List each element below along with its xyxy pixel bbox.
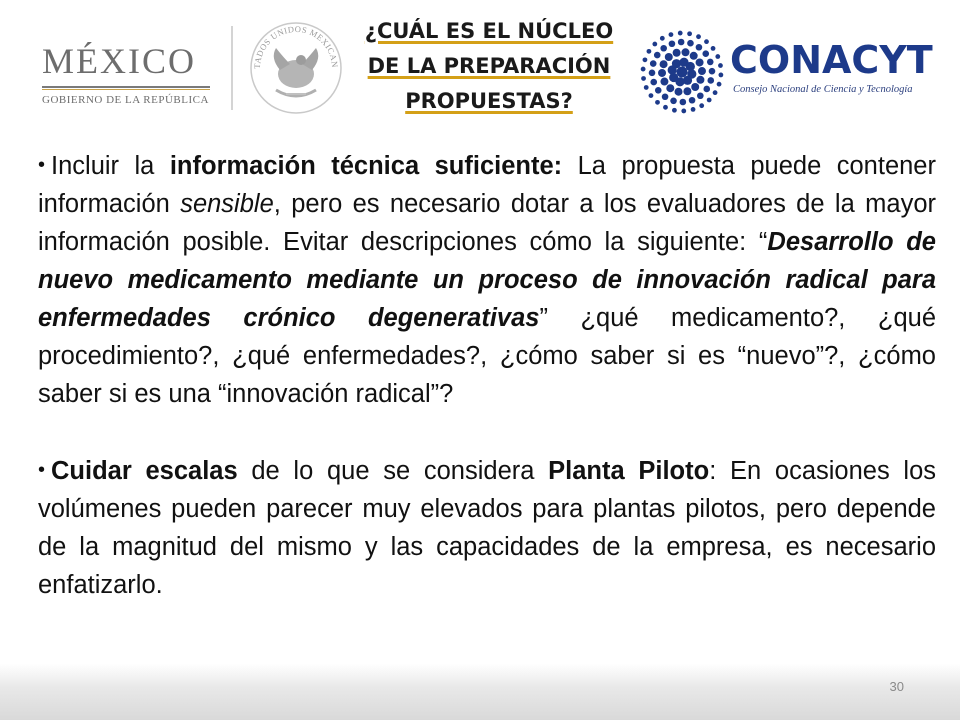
mexico-logo-word: MÉXICO (42, 41, 196, 81)
sphere-dot (707, 59, 714, 66)
sphere-dot (669, 32, 674, 37)
sphere-dot (678, 39, 685, 46)
sphere-dot (650, 60, 657, 67)
sphere-dot (691, 107, 696, 112)
sphere-dot (655, 100, 660, 105)
title-line: ¿CUÁL ES EL NÚCLEO (364, 19, 614, 43)
title-line: DE LA PREPARACIÓN (367, 54, 611, 78)
sphere-dot (672, 108, 677, 113)
text-run: ” ¿qué medicamento?, ¿qué procedimiento?, ¿qué enfermedades?, ¿cómo saber si es “nuevo”?, ¿cómo saber si es una “innovación radical”? (38, 304, 936, 408)
mexico-logo-rule (42, 86, 210, 88)
sphere-dot (660, 60, 668, 68)
sphere-dot (711, 46, 716, 51)
text-run: , pero es necesario dotar a los evaluadores de la mayor información posible. Evitar descripciones cómo la siguiente: “ (38, 190, 936, 256)
sphere-dot (707, 77, 714, 84)
text-run: Cuidar escalas (51, 457, 238, 485)
sphere-dot (696, 34, 701, 39)
sphere-dot (702, 50, 709, 57)
conacyt-logo-word: CONACYT (730, 38, 933, 82)
sphere-dot (707, 98, 712, 103)
sphere-dot (675, 88, 683, 96)
sphere-dot (666, 84, 674, 92)
sphere-dot (677, 67, 688, 78)
sphere-dot (691, 83, 699, 91)
sphere-dot (687, 40, 694, 47)
sphere-dot (681, 109, 686, 114)
slide-title (346, 14, 632, 119)
text-run: Planta Piloto (548, 457, 710, 485)
sphere-dot (647, 49, 652, 54)
sphere-dot (669, 40, 676, 47)
title-line: PROPUESTAS? (405, 89, 573, 113)
text-run: Incluir la (51, 152, 170, 180)
sphere-dot (670, 97, 677, 104)
sphere-dot (718, 63, 723, 68)
sphere-dot (699, 103, 704, 108)
bullet-marker: • (38, 154, 46, 176)
sphere-dot (717, 82, 722, 87)
text-run: de lo que se considera (237, 457, 549, 485)
sphere-dot (683, 87, 691, 95)
slide-body (38, 146, 936, 604)
sphere-dot (649, 70, 656, 77)
mexico-government-logo (36, 36, 216, 106)
national-seal-icon (246, 18, 346, 118)
sphere-dot (690, 52, 698, 60)
text-run: : En ocasiones los volúmenes pueden parecer muy elevados para plantas pilotos, pero depende de la magnitud del mismo y las capacidades de la empresa, es necesario enfatizarlo. (38, 457, 937, 599)
sphere-dot (698, 67, 706, 75)
sphere-dot (718, 73, 723, 78)
sphere-dot (665, 53, 673, 61)
sphere-dot (697, 92, 704, 99)
conacyt-logo-subtitle: Consejo Nacional de Ciencia y Tecnología (733, 84, 913, 95)
sphere-dot (662, 93, 669, 100)
sphere-dot (663, 105, 668, 110)
sphere-dot (696, 58, 704, 66)
sphere-dot (704, 39, 709, 44)
mexico-logo-rule-accent (42, 89, 210, 90)
bullet-paragraph (38, 146, 936, 413)
sphere-dot (713, 90, 718, 95)
sphere-dot (696, 44, 703, 51)
footer-band (0, 664, 960, 720)
seal-inscription: TADOS UNIDOS MEXICAN (251, 23, 341, 70)
sphere-dot (660, 36, 665, 41)
sphere-dot (655, 87, 662, 94)
sphere-dot (658, 69, 666, 77)
sphere-dot (649, 93, 654, 98)
sphere-dot (715, 54, 720, 59)
sphere-dot (703, 86, 710, 93)
sphere-dot (673, 49, 681, 57)
sphere-dot (652, 42, 657, 47)
text-run: información técnica suficiente: (169, 152, 563, 180)
sphere-dot (641, 76, 646, 81)
text-run: sensible (180, 190, 274, 218)
bullet-marker: • (38, 459, 46, 481)
sphere-dot (678, 31, 683, 36)
sphere-dot (680, 99, 687, 106)
sphere-dot (660, 78, 668, 86)
sphere-dot (687, 31, 692, 36)
text-run: Desarrollo de nuevo medicamento mediante un proceso de innovación radical para enfermedades crónico degenerativas (38, 228, 936, 332)
bullet-paragraph (38, 451, 936, 604)
sphere-dot (681, 48, 689, 56)
dot-sphere-icon (638, 28, 726, 116)
mexico-logo-subtitle: GOBIERNO DE LA REPÚBLICA (42, 94, 209, 106)
page-number: 30 (889, 679, 904, 694)
sphere-dot (709, 68, 716, 75)
sphere-dot (660, 45, 667, 52)
sphere-dot (686, 62, 695, 71)
sphere-dot (696, 76, 704, 84)
sphere-dot (644, 85, 649, 90)
sphere-dot (641, 67, 646, 72)
sphere-dot (689, 97, 696, 104)
header-divider (231, 26, 233, 110)
text-run: La propuesta puede contener información (38, 152, 936, 218)
sphere-dot (654, 52, 661, 59)
sphere-dot (650, 79, 657, 86)
sphere-dot (643, 57, 648, 62)
